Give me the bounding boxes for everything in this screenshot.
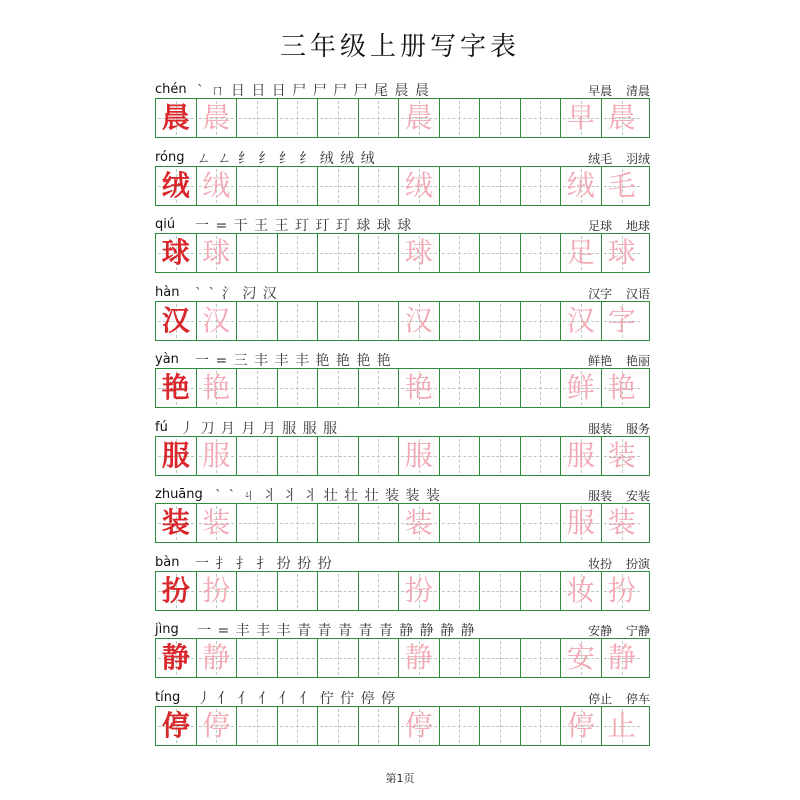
grid-cell[interactable] xyxy=(561,234,602,272)
example-words: 早晨 清晨 xyxy=(588,84,650,98)
pinyin-label: fú xyxy=(155,419,168,435)
grid-cell[interactable] xyxy=(278,99,319,137)
example-words: 鲜艳 艳丽 xyxy=(588,354,650,368)
example-words: 停止 停车 xyxy=(588,691,650,706)
stroke-order: 丿 刀 月 月 月 服 服 服 xyxy=(180,420,339,437)
trace-character: 止 xyxy=(607,708,636,742)
grid-cell[interactable] xyxy=(440,302,481,340)
grid-cell[interactable] xyxy=(359,234,400,272)
grid-cell[interactable] xyxy=(521,167,562,205)
pinyin-label: tíng xyxy=(155,689,181,705)
grid-cell[interactable] xyxy=(602,369,643,407)
grid-cell[interactable] xyxy=(561,504,602,542)
trace-character: 艳 xyxy=(607,371,636,404)
writing-grid xyxy=(155,503,650,543)
grid-cell[interactable] xyxy=(480,99,521,137)
grid-cell[interactable] xyxy=(156,99,197,137)
writing-grid xyxy=(155,436,650,476)
pinyin-label: zhuāng xyxy=(155,487,203,502)
example-words: 服装 服务 xyxy=(588,421,650,436)
grid-cell[interactable] xyxy=(278,369,319,407)
grid-cell[interactable] xyxy=(440,167,481,205)
trace-character: 汉 xyxy=(202,303,231,337)
character-row xyxy=(155,418,650,484)
grid-cell[interactable] xyxy=(197,302,238,340)
grid-cell[interactable] xyxy=(399,639,440,677)
trace-character: 服 xyxy=(566,506,595,539)
grid-cell[interactable] xyxy=(156,369,197,407)
stroke-order: 一 = 三 丰 丰 丰 艳 艳 艳 艳 xyxy=(195,353,392,369)
trace-character: 安 xyxy=(566,641,595,674)
stroke-order: 丿 亻 亻 亻 亻 亻 佇 佇 停 停 xyxy=(197,690,397,707)
grid-cell[interactable] xyxy=(521,504,562,542)
pinyin-label: bàn xyxy=(155,554,180,570)
trace-character: 球 xyxy=(607,236,636,269)
grid-cell[interactable] xyxy=(359,639,400,677)
pinyin-label: yàn xyxy=(155,352,179,367)
trace-character: 球 xyxy=(202,236,231,269)
grid-cell[interactable] xyxy=(318,369,359,407)
grid-cell[interactable] xyxy=(521,99,562,137)
grid-cell[interactable] xyxy=(602,234,643,272)
stroke-order: ˋ ˋ ㄐ 丬 丬 丬 壮 壮 壮 装 装 装 xyxy=(215,488,441,504)
grid-cell[interactable] xyxy=(237,504,278,542)
trace-character: 晨 xyxy=(202,101,231,134)
grid-cell[interactable] xyxy=(602,504,643,542)
grid-cell[interactable] xyxy=(197,99,238,137)
model-character: 服 xyxy=(161,438,190,472)
grid-cell[interactable] xyxy=(561,302,602,340)
grid-cell[interactable] xyxy=(359,707,400,745)
grid-cell[interactable] xyxy=(399,437,440,475)
example-words: 安静 宁静 xyxy=(588,624,650,638)
trace-character: 足 xyxy=(566,236,595,269)
grid-cell[interactable] xyxy=(561,639,602,677)
character-row xyxy=(155,553,650,619)
grid-cell[interactable] xyxy=(561,167,602,205)
trace-character: 扮 xyxy=(607,573,636,607)
trace-character: 静 xyxy=(607,641,636,674)
grid-cell[interactable] xyxy=(521,437,562,475)
grid-cell[interactable] xyxy=(237,167,278,205)
grid-cell[interactable] xyxy=(480,167,521,205)
grid-cell[interactable] xyxy=(359,572,400,610)
trace-character: 鲜 xyxy=(566,371,595,404)
trace-character: 服 xyxy=(566,438,595,472)
page-number: 第1页 xyxy=(385,772,415,785)
grid-cell[interactable] xyxy=(197,572,238,610)
grid-cell[interactable] xyxy=(480,369,521,407)
pinyin-label: chén xyxy=(155,82,187,97)
trace-character: 妆 xyxy=(566,573,595,607)
pinyin-label: hàn xyxy=(155,284,180,300)
pinyin-label: róng xyxy=(155,149,185,165)
grid-cell[interactable] xyxy=(237,302,278,340)
grid-cell[interactable] xyxy=(440,99,481,137)
grid-cell[interactable] xyxy=(318,639,359,677)
example-words: 绒毛 羽绒 xyxy=(588,151,650,166)
grid-cell[interactable] xyxy=(521,369,562,407)
grid-cell[interactable] xyxy=(602,572,643,610)
grid-cell[interactable] xyxy=(156,572,197,610)
example-words: 妆扮 扮演 xyxy=(588,556,650,571)
grid-cell[interactable] xyxy=(561,707,602,745)
grid-cell[interactable] xyxy=(440,234,481,272)
grid-cell[interactable] xyxy=(237,437,278,475)
grid-cell[interactable] xyxy=(521,572,562,610)
trace-character: 绒 xyxy=(202,168,231,202)
model-character: 艳 xyxy=(161,371,190,404)
grid-cell[interactable] xyxy=(480,437,521,475)
grid-cell[interactable] xyxy=(440,639,481,677)
grid-cell[interactable] xyxy=(399,707,440,745)
stroke-order: 一 扌 扌 扌 扮 扮 扮 xyxy=(195,555,333,572)
grid-cell[interactable] xyxy=(278,572,319,610)
trace-character: 扮 xyxy=(202,573,231,607)
grid-cell[interactable] xyxy=(237,639,278,677)
grid-cell[interactable] xyxy=(197,504,238,542)
grid-cell[interactable] xyxy=(237,572,278,610)
grid-cell[interactable] xyxy=(440,369,481,407)
model-character: 停 xyxy=(161,708,190,742)
grid-cell[interactable] xyxy=(156,234,197,272)
grid-cell[interactable] xyxy=(197,707,238,745)
writing-grid xyxy=(155,571,650,611)
example-words: 服装 安装 xyxy=(588,489,650,503)
grid-cell[interactable] xyxy=(602,639,643,677)
grid-cell[interactable] xyxy=(156,167,197,205)
grid-cell[interactable] xyxy=(399,302,440,340)
trace-character: 静 xyxy=(404,641,433,674)
trace-character: 艳 xyxy=(404,371,433,404)
example-words: 汉字 汉语 xyxy=(588,286,650,301)
stroke-order: ˋ ㄇ 日 日 日 尸 尸 尸 尸 尾 晨 晨 xyxy=(197,83,430,99)
grid-cell[interactable] xyxy=(197,437,238,475)
writing-grid xyxy=(155,368,650,408)
model-character: 扮 xyxy=(161,573,190,607)
grid-cell[interactable] xyxy=(197,369,238,407)
grid-cell[interactable] xyxy=(197,639,238,677)
grid-cell[interactable] xyxy=(602,302,643,340)
grid-cell[interactable] xyxy=(237,234,278,272)
grid-cell[interactable] xyxy=(399,234,440,272)
grid-cell[interactable] xyxy=(480,639,521,677)
character-row xyxy=(155,688,650,754)
grid-cell[interactable] xyxy=(197,167,238,205)
grid-cell[interactable] xyxy=(602,167,643,205)
grid-cell[interactable] xyxy=(318,437,359,475)
trace-character: 早 xyxy=(566,101,595,134)
grid-cell[interactable] xyxy=(440,707,481,745)
grid-cell[interactable] xyxy=(561,572,602,610)
grid-cell[interactable] xyxy=(318,572,359,610)
writing-grid xyxy=(155,301,650,341)
writing-grid xyxy=(155,98,650,138)
grid-cell[interactable] xyxy=(602,99,643,137)
model-character: 静 xyxy=(161,641,190,674)
grid-cell[interactable] xyxy=(237,99,278,137)
grid-cell[interactable] xyxy=(278,639,319,677)
trace-character: 静 xyxy=(202,641,231,674)
grid-cell[interactable] xyxy=(278,167,319,205)
trace-character: 扮 xyxy=(404,573,433,607)
grid-cell[interactable] xyxy=(602,437,643,475)
trace-character: 汉 xyxy=(404,303,433,337)
grid-cell[interactable] xyxy=(318,234,359,272)
model-character: 绒 xyxy=(161,168,190,202)
grid-cell[interactable] xyxy=(156,639,197,677)
trace-character: 装 xyxy=(607,438,636,472)
grid-cell[interactable] xyxy=(278,437,319,475)
grid-cell[interactable] xyxy=(359,167,400,205)
trace-character: 服 xyxy=(404,438,433,472)
grid-cell[interactable] xyxy=(480,572,521,610)
grid-cell[interactable] xyxy=(480,234,521,272)
grid-cell[interactable] xyxy=(156,707,197,745)
model-character: 球 xyxy=(161,236,190,269)
grid-cell[interactable] xyxy=(318,504,359,542)
grid-cell[interactable] xyxy=(359,99,400,137)
grid-cell[interactable] xyxy=(278,302,319,340)
writing-grid xyxy=(155,638,650,678)
grid-cell[interactable] xyxy=(359,302,400,340)
grid-cell[interactable] xyxy=(278,234,319,272)
character-row xyxy=(155,620,650,686)
grid-cell[interactable] xyxy=(521,639,562,677)
grid-cell[interactable] xyxy=(318,167,359,205)
grid-cell[interactable] xyxy=(561,99,602,137)
grid-cell[interactable] xyxy=(521,302,562,340)
grid-cell[interactable] xyxy=(440,572,481,610)
stroke-order: ˋ ˋ 氵 汈 汉 xyxy=(195,285,278,302)
trace-character: 艳 xyxy=(202,371,231,404)
character-row xyxy=(155,485,650,551)
character-row xyxy=(155,80,650,146)
grid-cell[interactable] xyxy=(561,437,602,475)
character-row xyxy=(155,148,650,214)
stroke-order: 一 = 丰 丰 丰 青 青 青 青 青 静 静 静 静 xyxy=(197,623,476,639)
pinyin-label: jìng xyxy=(155,622,179,637)
trace-character: 停 xyxy=(566,708,595,742)
grid-cell[interactable] xyxy=(480,504,521,542)
grid-cell[interactable] xyxy=(278,504,319,542)
trace-character: 绒 xyxy=(404,168,433,202)
writing-grid xyxy=(155,166,650,206)
grid-cell[interactable] xyxy=(399,99,440,137)
grid-cell[interactable] xyxy=(521,234,562,272)
trace-character: 装 xyxy=(607,506,636,539)
trace-character: 停 xyxy=(202,708,231,742)
character-row xyxy=(155,283,650,349)
page-title: 三年级上册写字表 xyxy=(279,32,520,62)
grid-cell[interactable] xyxy=(156,302,197,340)
trace-character: 球 xyxy=(404,236,433,269)
grid-cell[interactable] xyxy=(237,707,278,745)
grid-cell[interactable] xyxy=(399,167,440,205)
model-character: 晨 xyxy=(161,101,190,134)
grid-cell[interactable] xyxy=(399,369,440,407)
trace-character: 毛 xyxy=(607,168,636,202)
trace-character: 服 xyxy=(202,438,231,472)
grid-cell[interactable] xyxy=(359,504,400,542)
trace-character: 装 xyxy=(404,506,433,539)
grid-cell[interactable] xyxy=(156,504,197,542)
character-row xyxy=(155,215,650,281)
writing-grid xyxy=(155,233,650,273)
grid-cell[interactable] xyxy=(359,369,400,407)
example-words: 足球 地球 xyxy=(588,219,650,233)
grid-cell[interactable] xyxy=(399,572,440,610)
trace-character: 汉 xyxy=(566,303,595,337)
trace-character: 晨 xyxy=(607,101,636,134)
grid-cell[interactable] xyxy=(318,302,359,340)
grid-cell[interactable] xyxy=(237,369,278,407)
grid-cell[interactable] xyxy=(278,707,319,745)
grid-cell[interactable] xyxy=(318,99,359,137)
pinyin-label: qiú xyxy=(155,217,176,232)
grid-cell[interactable] xyxy=(440,504,481,542)
character-row xyxy=(155,350,650,416)
grid-cell[interactable] xyxy=(399,504,440,542)
trace-character: 装 xyxy=(202,506,231,539)
grid-cell[interactable] xyxy=(197,234,238,272)
grid-cell[interactable] xyxy=(156,437,197,475)
grid-cell[interactable] xyxy=(359,437,400,475)
grid-cell[interactable] xyxy=(318,707,359,745)
grid-cell[interactable] xyxy=(480,707,521,745)
trace-character: 停 xyxy=(404,708,433,742)
grid-cell[interactable] xyxy=(561,369,602,407)
trace-character: 绒 xyxy=(566,168,595,202)
trace-character: 字 xyxy=(607,303,636,337)
stroke-order: 一 = 干 王 王 玎 玎 玎 球 球 球 xyxy=(195,218,413,234)
grid-cell[interactable] xyxy=(521,707,562,745)
grid-cell[interactable] xyxy=(480,302,521,340)
trace-character: 晨 xyxy=(404,101,433,134)
grid-cell[interactable] xyxy=(602,707,643,745)
model-character: 装 xyxy=(161,506,190,539)
grid-cell[interactable] xyxy=(440,437,481,475)
model-character: 汉 xyxy=(161,303,190,337)
stroke-order: ㄥ ㄥ 纟 纟 纟 纟 绒 绒 绒 xyxy=(197,150,376,167)
writing-grid xyxy=(155,706,650,746)
